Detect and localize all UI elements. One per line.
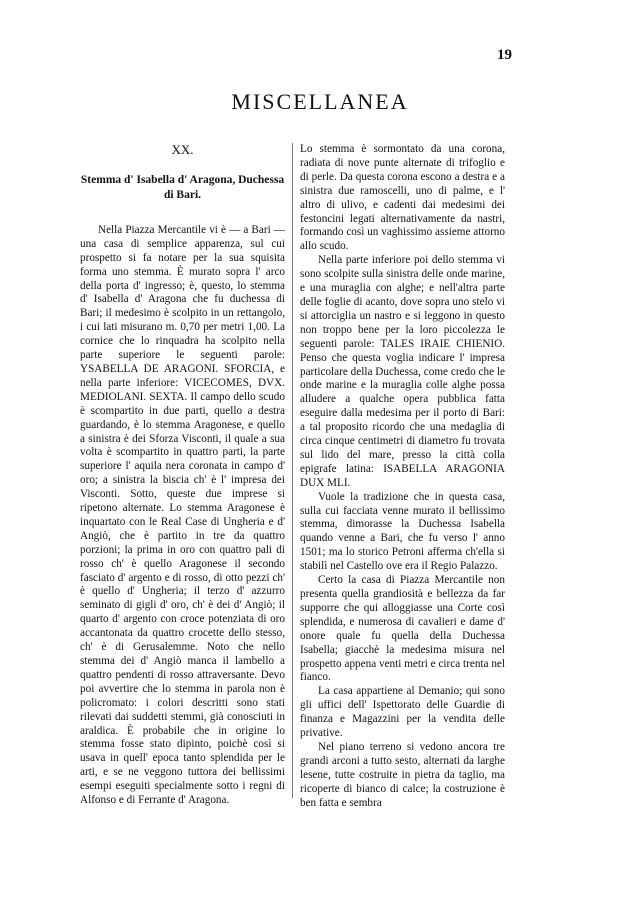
column-divider xyxy=(292,143,293,798)
paragraph: Certo la casa di Piazza Mercantile non presenta quella grandiosità e bellezza da far supporre che qui alloggiasse una Corte così splendida, e numerosa di cavalieri e dame d' onore quale fu quella della Duchessa Isabella; giacchè la medesima misura nel prospetto appena venti metri e circa trenta nel fianco. xyxy=(300,574,505,684)
right-column xyxy=(300,143,505,811)
left-column xyxy=(80,143,285,808)
section-heading: Stemma d' Isabella d' Aragona, Duchessa di Bari. xyxy=(80,173,285,201)
section-number: XX. xyxy=(171,142,194,157)
page-title: MISCELLANEA xyxy=(231,89,409,114)
paragraph: Nella parte inferiore poi dello stemma vi sono scolpite sulla sinistra delle onde marine, e una muraglia con alghe; e nell'altra parte delle foglie di acanto, dove sopra uno stelo vi si attorciglia un nastro e si leggono in questo non troppo bene per la loro piccolezza le seguenti parole: TALES IRAIE CHIENIO. Penso che questa voglia indicare l' impresa particolare della Duchessa, come credo che le onde marine e la muraglia colle alghe possa alludere a qualche opera pubblica fatta eseguire dalla medesima per il porto di Bari: a tal proposito ricordo che una medaglia di circa cinque centimetri di diametro fu trovata sul lido del mare, presso la città colla epigrafe latina: ISABELLA ARAGONIA DUX MLI. xyxy=(300,254,505,489)
paragraph: Nella Piazza Mercantile vi è — a Bari — una casa di semplice apparenza, sul cui prospetto si fa notare per la sua squisita forma uno stemma. È murato sopra l' arco della porta d' ingresso; è, questo, lo stemma d' Isabella d' Aragona che fu duchessa di Bari; il medesimo è scolpito in un rettangolo, i cui lati misurano m. 0,70 per metri 1,00. La cornice che lo rinquadra ha scolpito nella parte superiore le seguenti parole: YSABELLA DE ARAGONI. SFORCIA, e nella parte inferiore: VICECOMES, DVX. MEDIOLANI. SEXTA. Il campo dello scudo è scompartito in due parti, quello a destra guardando, è lo stemma Aragonese, e quello a sinistra è dei Sforza Visconti, il quale a sua volta è scompartito in quattro parti, la parte superiore l' aquila nera coronata in campo d' oro; a sinistra la biscia ch' è l' impresa dei Visconti. Sotto, queste due imprese si ripetono alternate. Lo stemma Aragonese è inquartato con le Real Case di Ungheria e d' Angiò, che è partito in tre da quattro porzioni; la prima in oro con quattro pali di rosso ch' è quello Aragonese il secondo fasciato d' argento e di rosso, di otto pezzi ch' è quello d' Ungheria; il terzo d' azzurro seminato di gigli d' oro, ch' è dei d' Angiò; il quarto d' argento con croce potenziata di oro accantonata da quattro crocette dello stesso, ch' è di Gerusalemme. Noto che nello stemma dei d' Angiò manca il lambello a quattro pendenti di rosso attraversante. Devo poi avvertire che lo stemma in parola non è policromato: i colori descritti sono stati rilevati dai suddetti stemmi, già conosciuti in araldica. È probabile che in origine lo stemma fosse stato dipinto, poichè così si usava in quell' epoca tanto splendida per le arti, e se ne veggono tuttora dei bellissimi esempi eseguiti specialmente sotto i regni di Alfonso e di Ferrante d' Aragona. xyxy=(80,223,285,807)
paragraph: La casa appartiene al Demanio; qui sono gli uffici dell' Ispettorato delle Guardie di finanza e Magazzini per la vendita delle privative. xyxy=(300,685,505,740)
paragraph: Nel piano terreno si vedono ancora tre grandi arconi a tutto sesto, alternati da larghe lesene, tutte costruite in pietra da taglio, ma ricoperte di bianco di calce; la costruzione è ben fatta e sembra xyxy=(300,740,505,809)
page-number: 19 xyxy=(497,47,512,63)
paragraph-continuation: Lo stemma è sormontato da una corona, radiata di nove punte alternate di trifoglio e di perle. Da questa corona escono a destra e a sinistra due ramoscelli, uno di palme, e l' altro di ulivo, e cadenti dai medesimi dei festoncini legati alternativamente da nastri, formando così un vaghissimo assieme attorno allo scudo. xyxy=(300,143,505,253)
paragraph: Vuole la tradizione che in questa casa, sulla cui facciata venne murato il bellissimo stemma, dimorasse la Duchessa Isabella quando venne a Bari, che fu verso l' anno 1501; ma lo storico Petroni afferma ch'ella si stabilì nel Castello ove era il Regio Palazzo. xyxy=(300,490,505,573)
